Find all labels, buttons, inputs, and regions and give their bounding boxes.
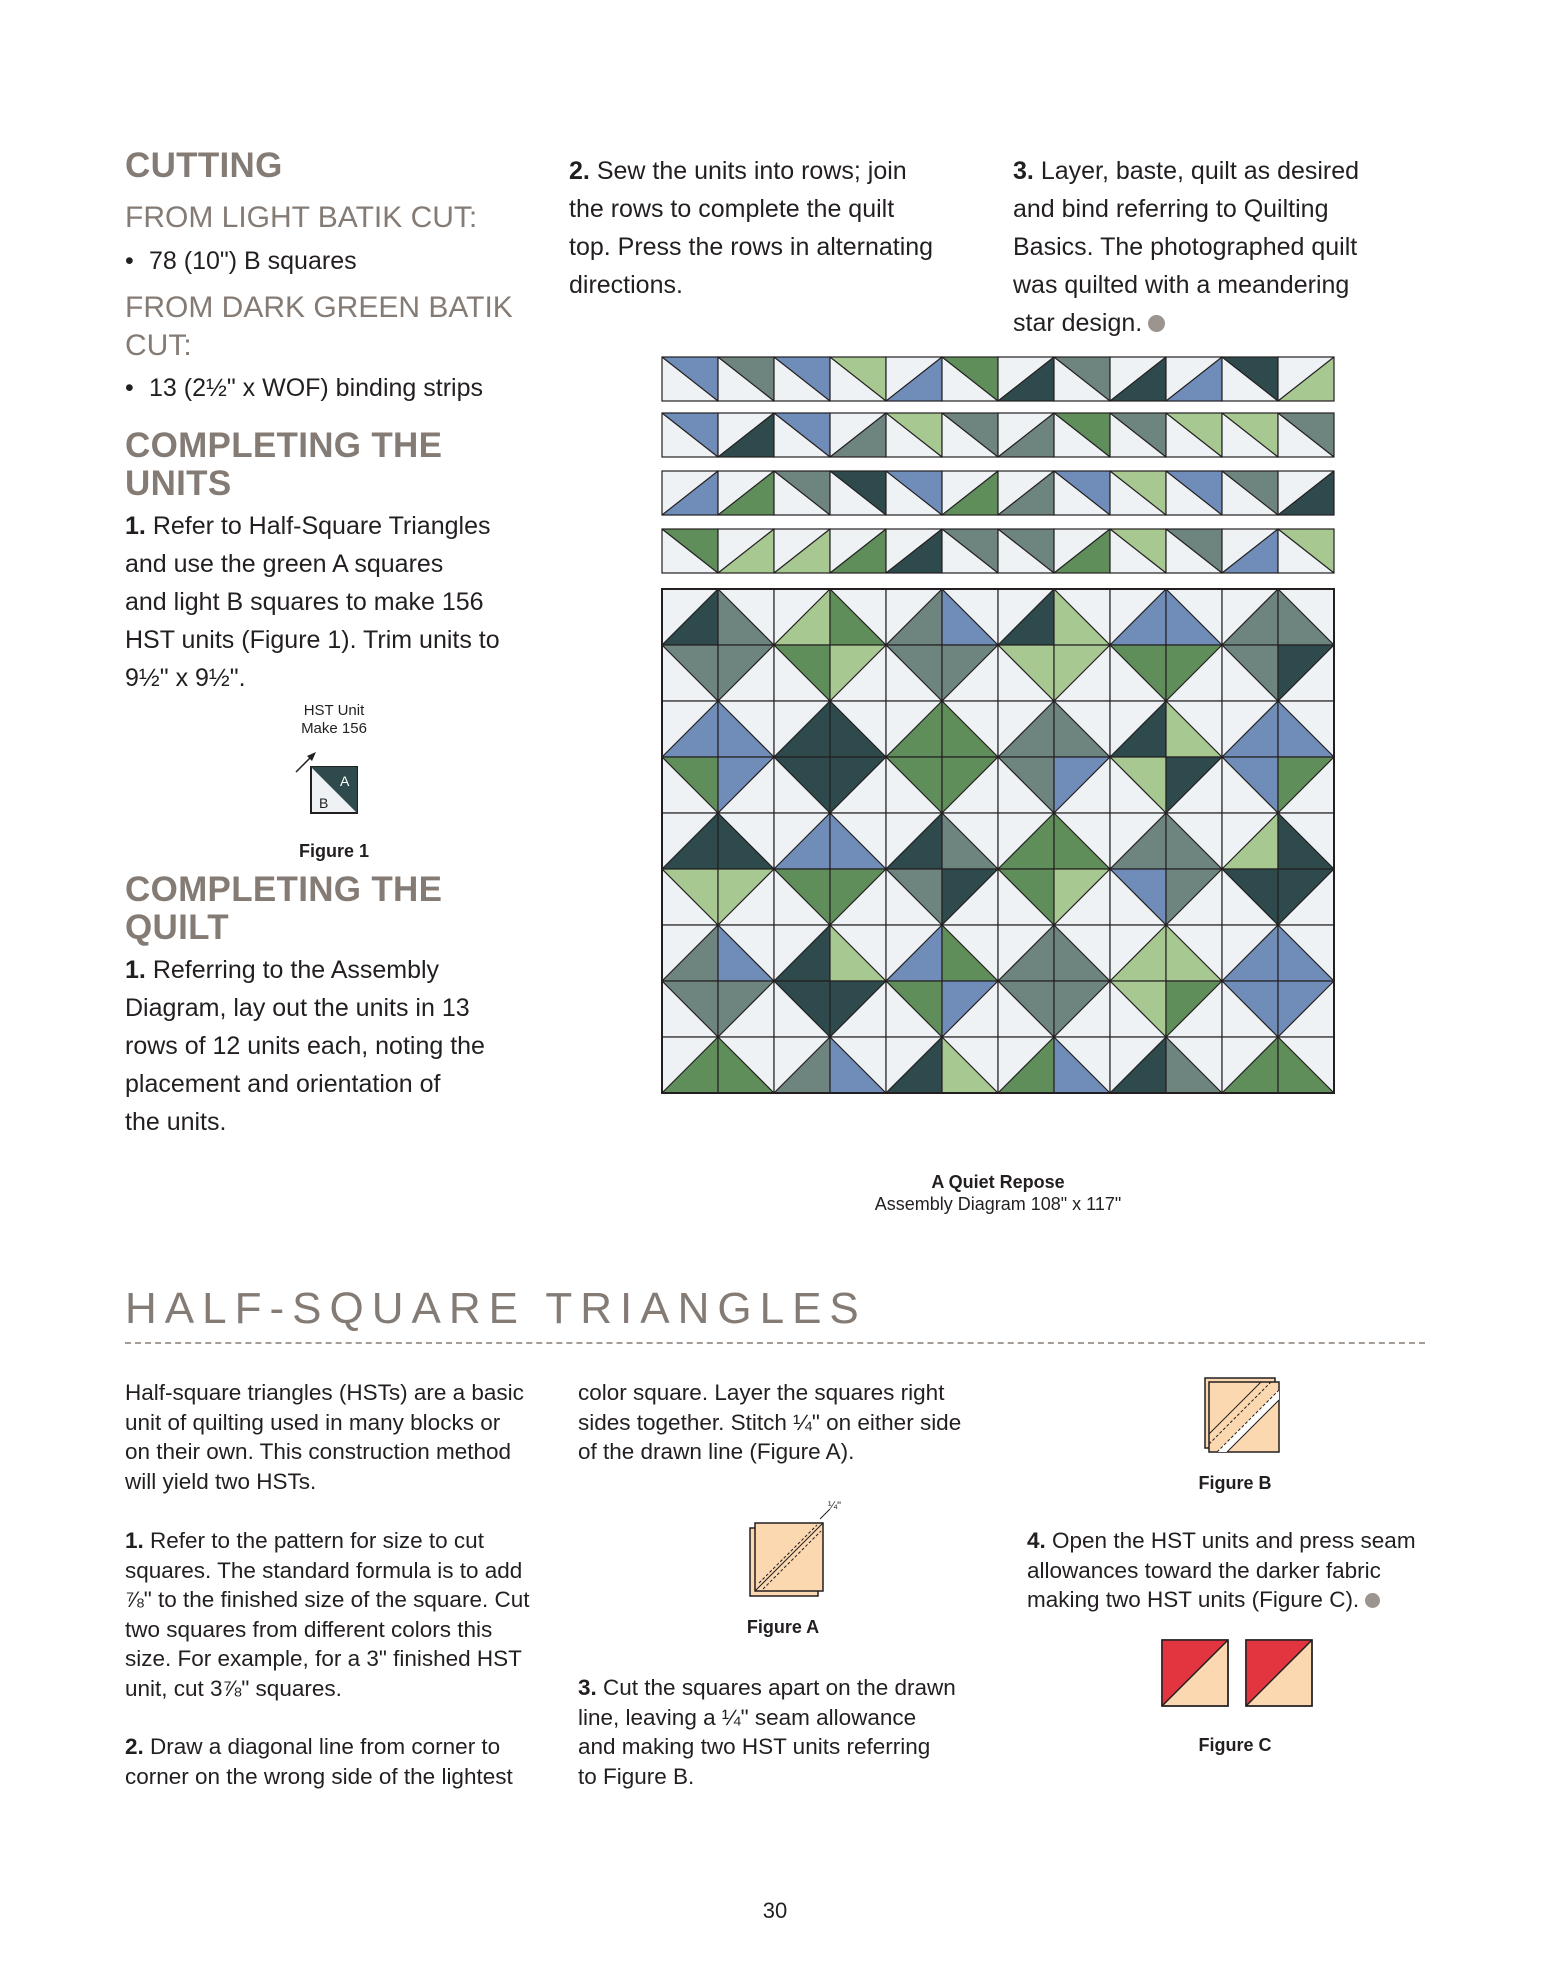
quilt-unit (830, 981, 886, 1037)
quilt-unit (718, 925, 774, 981)
quilt-unit (998, 471, 1054, 515)
hst-section-title: HALF-SQUARE TRIANGLES (125, 1284, 867, 1333)
quilt-unit (1166, 813, 1222, 869)
quilt-unit (830, 869, 886, 925)
quilt-unit (942, 757, 998, 813)
quilt-unit (774, 529, 830, 573)
quilt-unit (662, 701, 718, 757)
quilt-unit (1166, 645, 1222, 701)
quilt-unit (1054, 357, 1110, 401)
quilt-unit (998, 981, 1054, 1037)
hst-step-2-continued: color square. Layer the squares right sides together. Stitch ¼" on either side of the drawn line (Figure A). (578, 1380, 962, 1464)
quilt-unit (886, 813, 942, 869)
quilt-unit (1110, 981, 1166, 1037)
quilt-unit (718, 869, 774, 925)
quilt-unit (886, 471, 942, 515)
quilt-unit (1166, 869, 1222, 925)
quilt-unit (942, 925, 998, 981)
quilt-unit (1054, 813, 1110, 869)
quilt-unit (1222, 589, 1278, 645)
end-mark-icon (1365, 1593, 1380, 1608)
quilt-unit (774, 589, 830, 645)
quilt-unit (886, 1037, 942, 1093)
quilt-unit (886, 869, 942, 925)
figure-a-quarter-mark: ¼" (828, 1500, 842, 1512)
hst-step-2: 2. Draw a diagonal line from corner to corner on the wrong side of the lightest (125, 1734, 513, 1789)
quilt-unit (1110, 813, 1166, 869)
diagram-caption (760, 1171, 1236, 1215)
quilt-unit (718, 589, 774, 645)
assembly-diagram (660, 355, 1336, 1149)
quilt-unit (998, 1037, 1054, 1093)
quilt-unit (718, 757, 774, 813)
quilt-unit (718, 701, 774, 757)
quilt-unit (718, 645, 774, 701)
end-mark-icon (1148, 315, 1165, 332)
quilt-unit (886, 645, 942, 701)
quilt-unit (774, 645, 830, 701)
quilt-step-2: 2. Sew the units into rows; join the rows to complete the quilt top. Press the rows in alternating directions. (569, 157, 934, 299)
quilt-unit (1278, 357, 1334, 401)
quilt-unit (1222, 869, 1278, 925)
quilt-unit (1110, 413, 1166, 457)
quilt-unit (718, 529, 774, 573)
light-batik-item: • 78 (10") B squares (125, 247, 357, 275)
quilt-unit (1110, 357, 1166, 401)
quilt-unit (774, 813, 830, 869)
quilt-unit (1166, 981, 1222, 1037)
quilt-unit (662, 357, 718, 401)
quilt-unit (774, 869, 830, 925)
quilt-unit (1166, 701, 1222, 757)
quilt-unit (1110, 925, 1166, 981)
quilt-unit (774, 357, 830, 401)
hst-step-4: 4. Open the HST units and press seam allowances toward the darker fabric making two HST units (Figure C). (1027, 1528, 1416, 1612)
quilt-unit (886, 589, 942, 645)
quilt-unit (718, 981, 774, 1037)
quilt-unit (998, 869, 1054, 925)
quilt-unit (886, 925, 942, 981)
quilt-unit (942, 357, 998, 401)
quilt-unit (830, 529, 886, 573)
quilt-unit (886, 529, 942, 573)
quilt-unit (1222, 471, 1278, 515)
figure-b-diagram (1195, 1370, 1290, 1465)
hst-step-1: 1. Refer to the pattern for size to cut squares. The standard formula is to add ⅞" to the finished size of the square. Cut two squares from different colors this size. For example, for a 3" finished HST unit, cut 3⅞" squares. (125, 1528, 530, 1701)
quilt-unit (942, 701, 998, 757)
quilt-unit (1054, 645, 1110, 701)
quilt-unit (1110, 701, 1166, 757)
quilt-unit (942, 981, 998, 1037)
quilt-unit (718, 1037, 774, 1093)
dark-batik-heading: FROM DARK GREEN BATIK CUT: (125, 291, 513, 362)
quilt-unit (662, 413, 718, 457)
quilt-unit (1222, 645, 1278, 701)
light-batik-heading: FROM LIGHT BATIK CUT: (125, 201, 478, 234)
quilt-unit (830, 757, 886, 813)
quilt-unit (1278, 869, 1334, 925)
quilt-step-1: 1. Referring to the Assembly Diagram, lay out the units in 13 rows of 12 units each, noting the placement and orientation of the units. (125, 956, 485, 1136)
quilt-unit (1166, 413, 1222, 457)
quilt-unit (1110, 869, 1166, 925)
quilt-unit (662, 471, 718, 515)
figure1-a-label: A (340, 773, 350, 789)
dark-batik-item: • 13 (2½" x WOF) binding strips (125, 374, 483, 402)
quilt-unit (1222, 757, 1278, 813)
quilt-unit (1110, 471, 1166, 515)
quilt-unit (830, 589, 886, 645)
quilt-unit (718, 357, 774, 401)
quilt-unit (1054, 757, 1110, 813)
quilt-unit (1278, 529, 1334, 573)
quilt-unit (1278, 413, 1334, 457)
completing-quilt-heading: COMPLETING THE QUILT (125, 870, 443, 947)
quilt-unit (1222, 529, 1278, 573)
quilt-unit (998, 757, 1054, 813)
quilt-unit (774, 757, 830, 813)
figure-c-diagram (1160, 1638, 1320, 1710)
quilt-unit (998, 589, 1054, 645)
quilt-unit (830, 471, 886, 515)
quilt-unit (1166, 1037, 1222, 1093)
quilt-unit (1110, 1037, 1166, 1093)
quilt-unit (774, 413, 830, 457)
quilt-unit (998, 645, 1054, 701)
figure1-caption: Figure 1 (298, 841, 369, 861)
quilt-unit (1166, 925, 1222, 981)
quilt-unit (886, 357, 942, 401)
quilt-unit (718, 471, 774, 515)
quilt-unit (1166, 589, 1222, 645)
quilt-unit (830, 813, 886, 869)
figure1-b-label: B (319, 795, 329, 811)
quilt-unit (662, 757, 718, 813)
hst-intro: Half-square triangles (HSTs) are a basic unit of quilting used in many blocks or on their own. This construction method will yield two HSTs. (125, 1380, 524, 1494)
figure-a-diagram (740, 1495, 860, 1615)
quilt-unit (1222, 981, 1278, 1037)
quilt-unit (662, 869, 718, 925)
units-step-1: 1. Refer to Half-Square Triangles and use the green A squares and light B squares to make 156 HST units (Figure 1). Trim units to 9½" x 9½". (125, 512, 500, 692)
quilt-unit (830, 413, 886, 457)
figure-a-caption: Figure A (746, 1617, 820, 1637)
quilt-unit (998, 813, 1054, 869)
quilt-unit (886, 413, 942, 457)
quilt-unit (662, 529, 718, 573)
quilt-unit (1278, 981, 1334, 1037)
quilt-unit (998, 413, 1054, 457)
quilt-unit (1166, 529, 1222, 573)
quilt-unit (942, 589, 998, 645)
quilt-unit (1054, 413, 1110, 457)
quilt-unit (662, 645, 718, 701)
quilt-unit (1278, 757, 1334, 813)
quilt-unit (1054, 1037, 1110, 1093)
quilt-unit (998, 357, 1054, 401)
section-divider (125, 1342, 1425, 1344)
quilt-unit (1278, 1037, 1334, 1093)
quilt-unit (1222, 925, 1278, 981)
quilt-unit (662, 981, 718, 1037)
quilt-unit (1110, 529, 1166, 573)
diagram-title: A Quiet Repose (931, 1172, 1065, 1192)
quilt-unit (1278, 645, 1334, 701)
quilt-unit (774, 701, 830, 757)
diagram-subtitle: Assembly Diagram 108" x 117" (874, 1194, 1122, 1214)
quilt-unit (1222, 357, 1278, 401)
quilt-unit (942, 471, 998, 515)
quilt-unit (942, 869, 998, 925)
quilt-unit (1110, 757, 1166, 813)
quilt-unit (1054, 471, 1110, 515)
quilt-unit (662, 813, 718, 869)
quilt-unit (662, 925, 718, 981)
quilt-unit (1166, 357, 1222, 401)
quilt-unit (718, 813, 774, 869)
figure-c-caption: Figure C (1198, 1735, 1272, 1755)
quilt-unit (1054, 589, 1110, 645)
quilt-unit (1166, 757, 1222, 813)
quilt-unit (1222, 701, 1278, 757)
quilt-unit (1054, 529, 1110, 573)
quilt-unit (718, 413, 774, 457)
figure1-label: HST Unit Make 156 (301, 702, 367, 737)
quilt-unit (774, 925, 830, 981)
quilt-unit (1054, 869, 1110, 925)
quilt-unit (1054, 981, 1110, 1037)
quilt-unit (1110, 589, 1166, 645)
quilt-unit (942, 413, 998, 457)
quilt-unit (942, 1037, 998, 1093)
quilt-unit (1054, 701, 1110, 757)
figure1-hst-unit (294, 748, 364, 818)
figure-c-hst-right (1246, 1640, 1312, 1706)
quilt-unit (1222, 813, 1278, 869)
quilt-unit (1110, 645, 1166, 701)
quilt-unit (1278, 471, 1334, 515)
quilt-unit (774, 1037, 830, 1093)
quilt-unit (1278, 701, 1334, 757)
quilt-unit (774, 981, 830, 1037)
quilt-unit (1222, 413, 1278, 457)
quilt-unit (1278, 925, 1334, 981)
quilt-unit (662, 1037, 718, 1093)
quilt-unit (830, 645, 886, 701)
quilt-unit (830, 925, 886, 981)
quilt-unit (886, 701, 942, 757)
quilt-unit (942, 813, 998, 869)
quilt-step-3: 3. Layer, baste, quilt as desired and bind referring to Quilting Basics. The photographed quilt was quilted with a meandering star design. (1013, 157, 1360, 337)
quilt-unit (830, 357, 886, 401)
figure-b-caption: Figure B (1198, 1473, 1272, 1493)
completing-units-heading: COMPLETING THE UNITS (125, 426, 443, 503)
quilt-unit (886, 981, 942, 1037)
quilt-unit (998, 701, 1054, 757)
quilt-unit (1222, 1037, 1278, 1093)
quilt-unit (998, 529, 1054, 573)
quilt-unit (830, 1037, 886, 1093)
quilt-unit (942, 529, 998, 573)
quilt-unit (1054, 925, 1110, 981)
quilt-unit (998, 925, 1054, 981)
figure-c-hst-left (1162, 1640, 1228, 1706)
quilt-unit (886, 757, 942, 813)
quilt-unit (1166, 471, 1222, 515)
quilt-unit (774, 471, 830, 515)
hst-step-3: 3. Cut the squares apart on the drawn line, leaving a ¼" seam allowance and making two HST units referring to Figure B. (578, 1675, 956, 1789)
page-number: 30 (762, 1898, 788, 1923)
quilt-unit (1278, 813, 1334, 869)
quilt-unit (662, 589, 718, 645)
quilt-unit (830, 701, 886, 757)
quilt-unit (942, 645, 998, 701)
cutting-heading: CUTTING (125, 146, 283, 185)
quilt-unit (1278, 589, 1334, 645)
